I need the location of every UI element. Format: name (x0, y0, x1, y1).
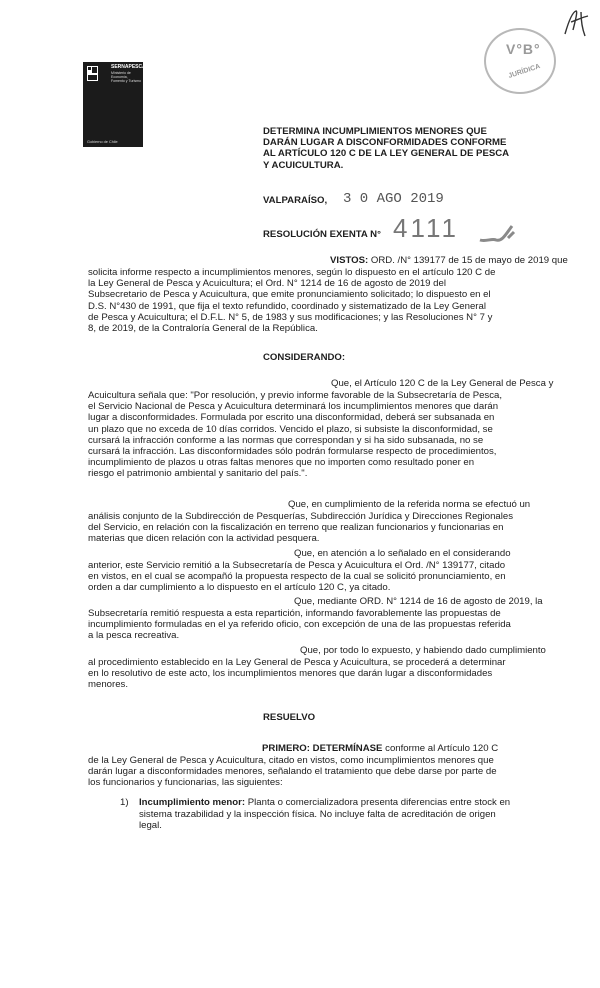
vistos-first-line (330, 255, 568, 266)
considerando-p1-first: Que, el Artículo 120 C de la Ley General de Pesca y (331, 378, 554, 389)
institution-name: SERNAPESCA (111, 64, 146, 70)
sernapesca-logo (83, 62, 146, 147)
resolution-number: 4111 (393, 213, 459, 243)
title-line-1: DETERMINA INCUMPLIMIENTOS MENORES QUE (263, 126, 487, 137)
vistos-line-1: ORD. /N° 139177 de 15 de mayo de 2019 que (370, 255, 568, 266)
item-1-first-line (139, 797, 510, 808)
handwritten-signature-icon (561, 8, 591, 40)
primero-label: PRIMERO: DETERMÍNASE (262, 743, 383, 754)
primero-first-text: conforme al Artículo 120 C (385, 743, 499, 754)
approval-stamp (484, 28, 556, 94)
document-title (263, 126, 533, 171)
stamp-vb-text: V°B° (506, 41, 541, 57)
considerando-heading: CONSIDERANDO: (263, 352, 346, 363)
ministry-name: Ministerio de Economía, Fomento y Turismo (111, 71, 141, 84)
considerando-p5-body: al procedimiento establecido en la Ley General de Pesca y Acuicultura, se procederá a determinar en lo resolutivo de este acto, los incumplimientos menores que darán lugar a disconformidades menores. (88, 657, 506, 691)
resolution-label: RESOLUCIÓN EXENTA N° (263, 229, 381, 240)
considerando-p3-body: anterior, este Servicio remitió a la Subsecretaría de Pesca y Acuicultura el Ord. /N° 139177, citado en vistos, en el cual se acompañó la propuesta respecto de la cual se solicitó pronunciamiento, en orden a dar cumplimiento a lo dispuesto en el artículo 120 C, ya citado. (88, 560, 506, 594)
place-label: VALPARAÍSO, (263, 195, 328, 206)
considerando-p4-body: Subsecretaría remitió respuesta a esta repartición, informando favorablemente las propuestas de incumplimiento formuladas en el ya referido oficio, con excepción de una de las propuestas referida a la pesca recreativa. (88, 608, 511, 642)
considerando-p1-body: Acuicultura señala que: "Por resolución, y previo informe favorable de la Subsecretaría de Pesca, el Servicio Nacional de Pesca y Acuicultura determinará los incumplimientos menores que darán lugar a disconformidades. Formulada por escrito una disconformidad, deberá ser subsanada en un plazo que no exceda de 10 días corridos. Vencido el plazo, si subsiste la disconformidad, se cursará la infracción conforme a las normas que correspondan y si ha sido subsanada, no se cursará la infracción. Las disconformidades sólo podrán formularse respecto de procedimientos, incumplimiento de plazos u otras faltas menores que no importen como resultado poner en riesgo el patrimonio ambiental y sanitario del país.". (88, 390, 503, 480)
title-line-3: AL ARTÍCULO 120 C DE LA LEY GENERAL DE PESCA (263, 148, 510, 160)
title-line-2: DARÁN LUGAR A DISCONFORMIDADES CONFORME (263, 137, 507, 149)
date-stamp: 3 0 AGO 2019 (343, 191, 444, 207)
considerando-p4-first: Que, mediante ORD. N° 1214 de 16 de agosto de 2019, la (294, 596, 543, 607)
considerando-p5-first: Que, por todo lo expuesto, y habiendo dado cumplimiento (300, 645, 546, 656)
handwritten-mark-icon (478, 220, 518, 246)
primero-first-line (262, 743, 498, 754)
considerando-p3-first: Que, en atención a lo señalado en el considerando (294, 548, 511, 559)
item-1-first-text: Planta o comercializadora presenta diferencias entre stock en (247, 797, 511, 808)
item-1-body: sistema trazabilidad y la inspección física. No incluye falta de acreditación de origen legal. (139, 809, 496, 832)
considerando-p2-body: análisis conjunto de la Subdirección de Pesquerías, Subdirección Jurídica y Direcciones Regionales del Servicio, en relación con la fiscalización en terreno que realizan funcionarios y funcionarias en materias que dicen relación con la actividad pesquera. (88, 511, 514, 545)
vistos-label: VISTOS: (330, 255, 369, 266)
primero-body: de la Ley General de Pesca y Acuicultura, citado en vistos, como incumplimientos menores que darán lugar a disconformidades menores, señalando el tratamiento que debe darse por parte de los funcionarios y funcionarias, las siguientes: (88, 755, 497, 789)
vistos-body: solicita informe respecto a incumplimientos menores, según lo dispuesto en el artículo 120 C de la Ley General de Pesca y Acuicultura; el Ord. N° 1214 de 16 de agosto de 2019 del Subsecretario de Pesca y Acuicultura, que emite pronunciamiento solicitado; lo dispuesto en el D.S. N°430 de 1991, que fija el texto refundido, coordinado y sistematizado de la Ley General de Pesca y Acuicultura; el D.F.L. N° 5, de 1983 y sus modificaciones; y las Resoluciones N° 7 y 8, de 2019, de la Contraloría General de la República. (88, 267, 496, 335)
government-label: Gobierno de Chile (87, 140, 118, 144)
title-line-4: Y ACUICULTURA. (263, 159, 344, 171)
stamp-juridica-text: JURÍDICA (507, 63, 542, 80)
chile-flag-icon (87, 66, 98, 81)
item-1-label: Incumplimiento menor: (139, 797, 246, 808)
resuelvo-heading: RESUELVO (263, 712, 316, 723)
item-1-number: 1) (120, 797, 129, 808)
considerando-p2-first: Que, en cumplimiento de la referida norma se efectuó un (288, 499, 531, 510)
